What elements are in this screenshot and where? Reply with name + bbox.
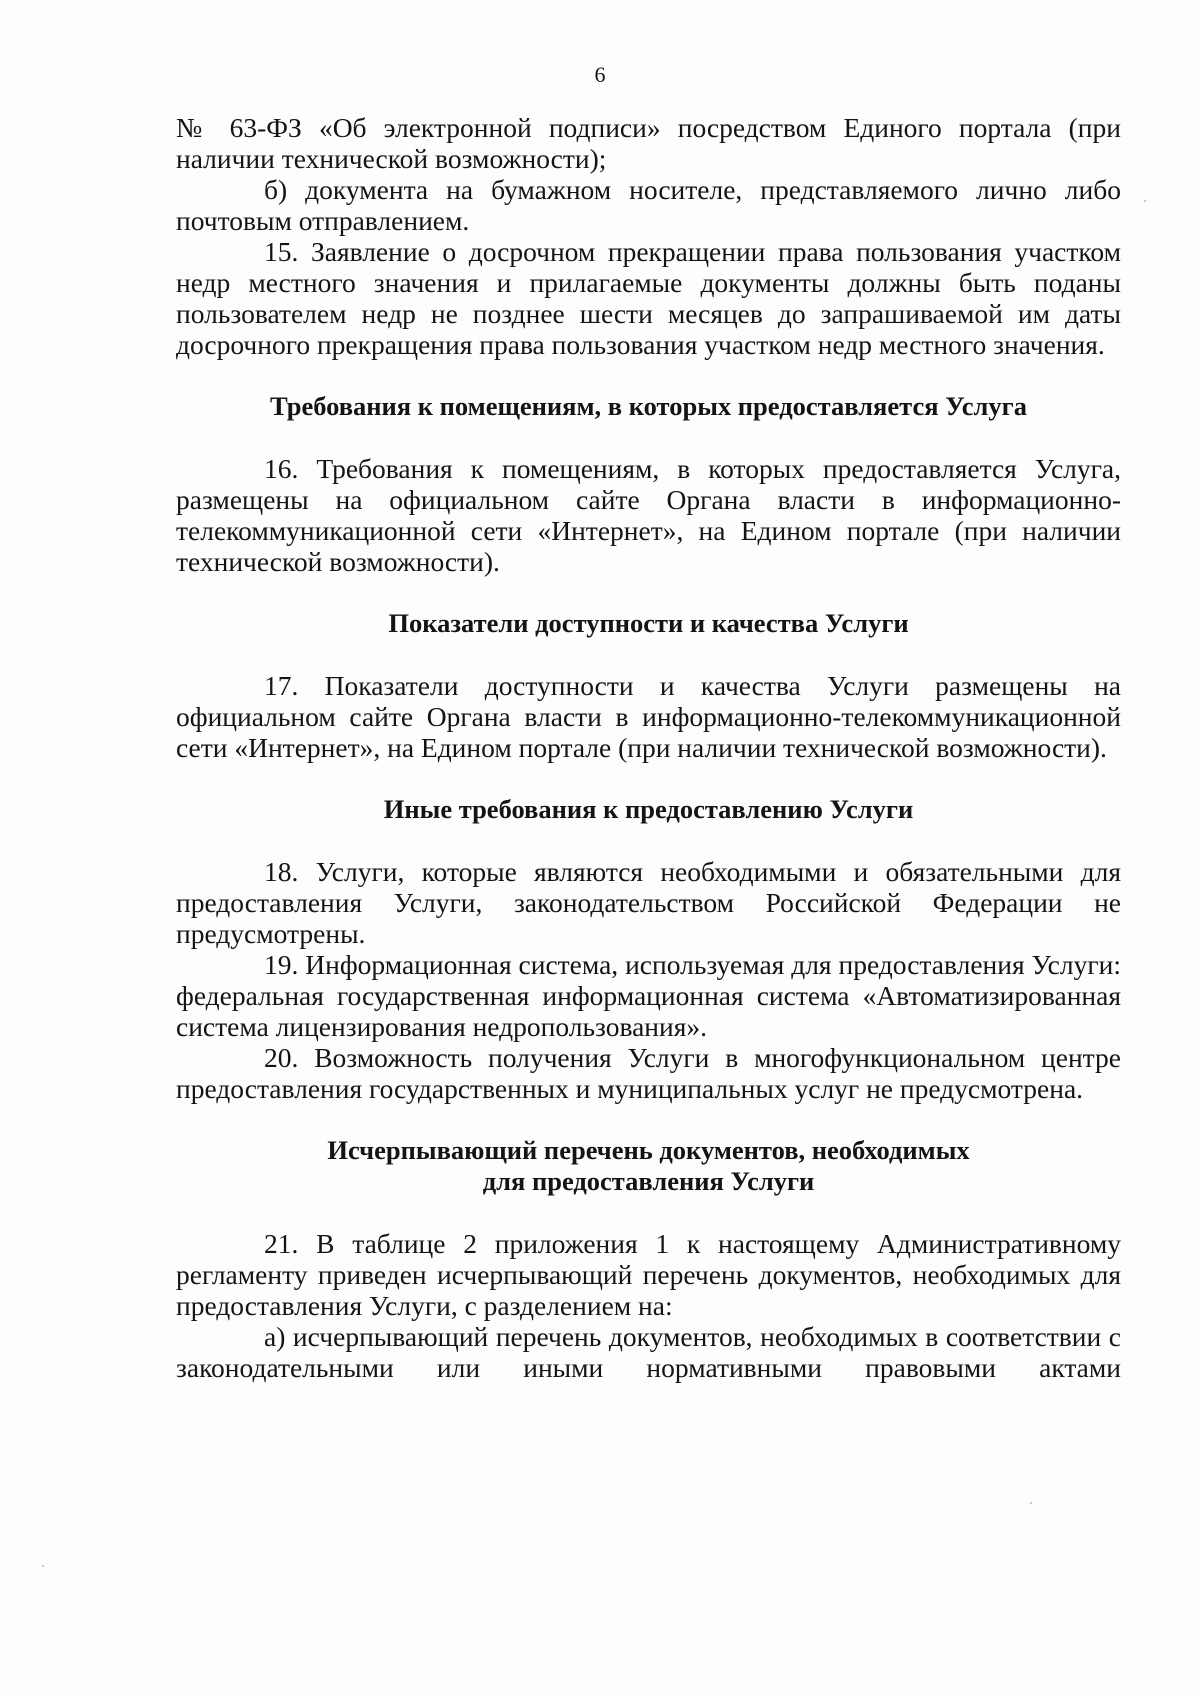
paragraph-16: 16. Требования к помещениям, в которых предоставляется Услуга, размещены на официальном сайте Органа власти в информационно-телекоммуникационной сети «Интернет», на Едином портале (при наличии технической возможности). — [176, 453, 1121, 577]
heading-availability-indicators: Показатели доступности и качества Услуги — [388, 608, 909, 638]
paragraph-paper-document: б) документа на бумажном носителе, представляемого лично либо почтовым отправлением. — [176, 174, 1121, 236]
paragraph-20: 20. Возможность получения Услуги в многофункциональном центре предоставления государственных и муниципальных услуг не предусмотрена. — [176, 1042, 1121, 1104]
page-number: 6 — [594, 62, 606, 87]
scan-speck — [42, 1565, 44, 1567]
paragraph-21-a: а) исчерпывающий перечень документов, необходимых в соответствии с законодательными или иными нормативными правовыми актами — [176, 1321, 1121, 1383]
paragraph-17: 17. Показатели доступности и качества Услуги размещены на официальном сайте Органа власти в информационно-телекоммуникационной сети «Интернет», на Едином портале (при наличии технической возможности). — [176, 670, 1121, 763]
paragraph-21: 21. В таблице 2 приложения 1 к настоящему Административному регламенту приведен исчерпывающий перечень документов, необходимых для предоставления Услуги, с разделением на: — [176, 1228, 1121, 1321]
paragraph-15: 15. Заявление о досрочном прекращении права пользования участком недр местного значения и прилагаемые документы должны быть поданы пользователем недр не позднее шести месяцев до запрашиваемой им даты досрочного прекращения права пользования участком недр местного значения. — [176, 236, 1121, 360]
heading-document-list: Исчерпывающий перечень документов, необходимых для предоставления Услуги — [327, 1135, 970, 1196]
paragraph-18: 18. Услуги, которые являются необходимыми и обязательными для предоставления Услуги, законодательством Российской Федерации не предусмотрены. — [176, 856, 1121, 949]
paragraph-signature-law: № 63-ФЗ «Об электронной подписи» посредством Единого портала (при наличии технической возможности); — [176, 112, 1121, 174]
heading-premises-requirements: Требования к помещениям, в которых предоставляется Услуга — [270, 391, 1027, 421]
scan-speck — [1030, 1502, 1032, 1504]
paragraph-19: 19. Информационная система, используемая для предоставления Услуги: федеральная государственная информационная система «Автоматизированная система лицензирования недропользования». — [176, 949, 1121, 1042]
document-body — [176, 112, 1121, 1383]
scan-speck — [1144, 200, 1146, 202]
heading-other-requirements: Иные требования к предоставлению Услуги — [383, 794, 914, 824]
